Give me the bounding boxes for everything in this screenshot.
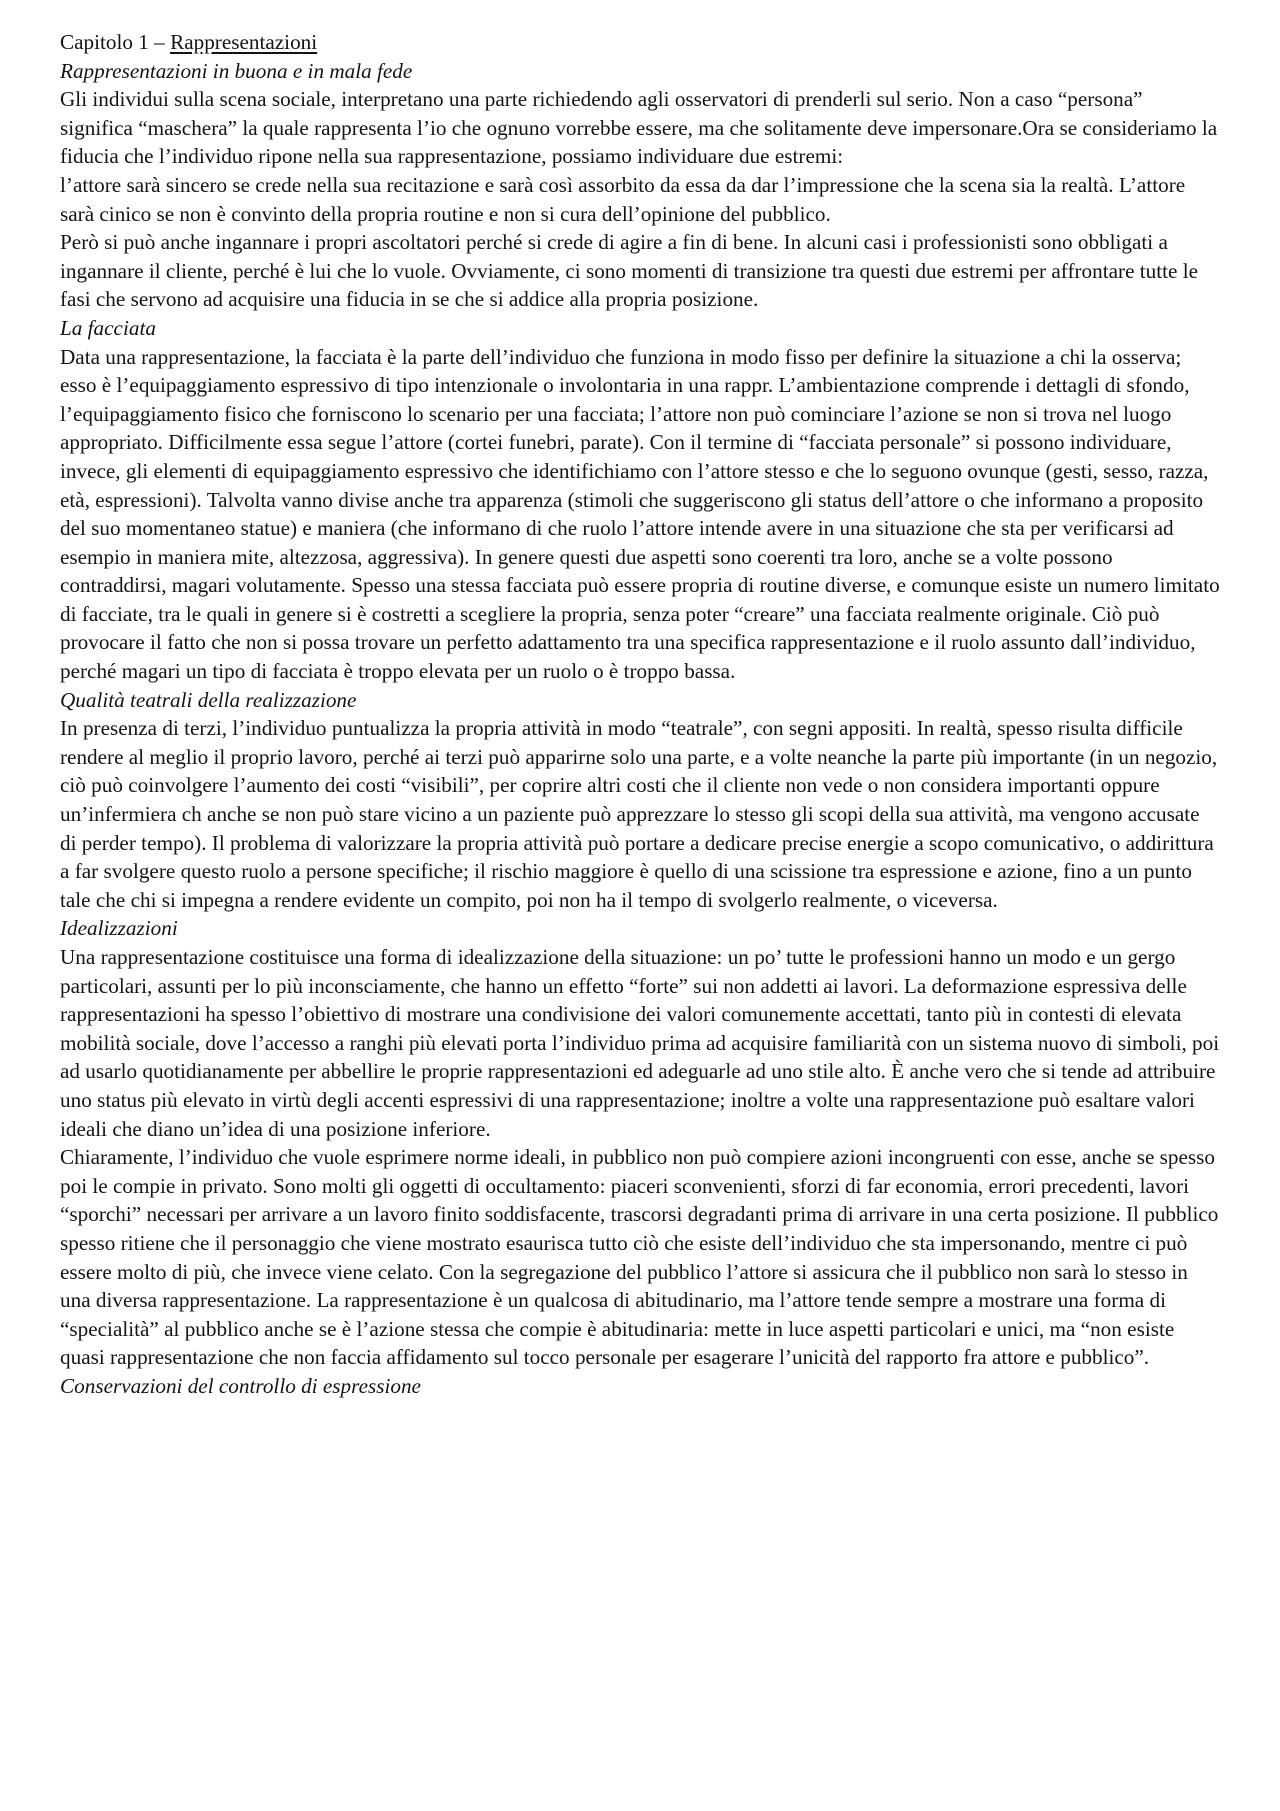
paragraph: Data una rappresentazione, la facciata è la parte dell’individuo che funziona in modo fisso per definire la situazione a chi la osserva; esso è l’equipaggiamento espressivo di tipo intenzionale o involontaria in una rappr. L’ambientazione comprende i dettagli di sfondo, l’equipaggiamento fisico che forniscono lo scenario per una facciata; l’attore non può cominciare l’azione se non si trova nel luogo appropriato. Difficilmente essa segue l’attore (cortei funebri, parate). Con il termine di “facciata personale” si possono individuare, invece, gli elementi di equipaggiamento espressivo che identifichiamo con l’attore stesso e che lo seguono ovunque (gesti, sesso, razza, età, espressioni). Talvolta vanno divise anche tra apparenza (stimoli che suggeriscono gli status dell’attore o che informano a proposito del suo momentaneo statue) e maniera (che informano di che ruolo l’attore intende avere in una situazione che sta per verificarsi ad esempio in maniera mite, altezzosa, aggressiva). In genere questi due aspetti sono coerenti tra loro, anche se a volte possono contraddirsi, magari volutamente. Spesso una stessa facciata può essere propria di routine diverse, e comunque esiste un numero limitato di facciate, tra le quali in genere si è costretti a scegliere la propria, senza poter “creare” una facciata realmente originale. Ciò può provocare il fatto che non si possa trovare un perfetto adattamento tra una specifica rappresentazione e il ruolo assunto dall’individuo, perché magari un tipo di facciata è troppo elevata per un ruolo o è troppo bassa. (60, 344, 1220, 684)
paragraph: Una rappresentazione costituisce una forma di idealizzazione della situazione: un po’ tutte le professioni hanno un modo e un gergo particolari, assunti per lo più inconsciamente, che hanno un effetto “forte” sui non addetti ai lavori. La deformazione espressiva delle rappresentazioni ha spesso l’obiettivo di mostrare una condivisione dei valori comunemente accettati, tanto più in contesti di elevata mobilità sociale, dove l’accesso a ranghi più elevati porta l’individuo prima ad acquisire familiarità con un sistema nuovo di simboli, poi ad usarlo quotidianamente per abbellire le proprie rappresentazioni ed adeguarle ad uno stile alto. È anche vero che si tende ad attribuire uno status più elevato in virtù degli accenti espressivi di una rappresentazione; inoltre a volte una rappresentazione può esaltare valori ideali che diano un’idea di una posizione inferiore. (60, 945, 1220, 1141)
section-heading-facciata: La facciata (60, 315, 156, 340)
paragraph: In presenza di terzi, l’individuo puntualizza la propria attività in modo “teatrale”, con segni appositi. In realtà, spesso risulta difficile rendere al meglio il proprio lavoro, perché ai terzi può apparirne solo una parte, e a volte neanche la parte più importante (in un negozio, ciò può coinvolgere l’aumento dei costi “visibili”, per coprire altri costi che il cliente non vede o non considera importanti oppure un’infermiera ch anche se non può stare vicino a un paziente può apprezzare lo stesso gli scopi della sua attività, ma vengono accusate di perder tempo). Il problema di valorizzare la propria attività può portare a dedicare precise energie a scopo comunicativo, o addirittura a far svolgere questo ruolo a persone specifiche; il rischio maggiore è quello di una scissione tra espressione e azione, fino a un punto tale che chi si impegna a rendere evidente un compito, poi non ha il tempo di svolgerlo realmente, o viceversa. (60, 716, 1218, 912)
section-heading-controllo-espressione: Conservazioni del controllo di espressione (60, 1373, 421, 1398)
section-heading-idealizzazioni: Idealizzazioni (60, 916, 178, 941)
paragraph: Però si può anche ingannare i propri ascoltatori perché si crede di agire a fin di bene. In alcuni casi i professionisti sono obbligati a ingannare il cliente, perché è lui che lo vuole. Ovviamente, ci sono momenti di transizione tra questi due estremi per affrontare tutte le fasi che servono ad acquisire una fiducia in se che si addice alla propria posizione. (60, 230, 1199, 312)
document-page (60, 28, 1220, 1401)
section-heading-buona-mala-fede: Rappresentazioni in buona e in mala fede (60, 58, 413, 83)
paragraph: Chiaramente, l’individuo che vuole esprimere norme ideali, in pubblico non può compiere azioni incongruenti con esse, anche se spesso poi le compie in privato. Sono molti gli oggetti di occultamento: piaceri sconvenienti, sforzi di far economia, errori precedenti, lavori “sporchi” necessari per arrivare a un lavoro finito soddisfacente, trascorsi degradanti prima di arrivare in una certa posizione. Il pubblico spesso ritiene che il personaggio che viene mostrato esaurisca tutto ciò che esiste dell’individuo che sta impersonando, mentre ci può essere molto di più, che invece viene celato. Con la segregazione del pubblico l’attore si assicura che il pubblico non sarà lo stesso in una diversa rappresentazione. La rappresentazione è un qualcosa di abitudinario, ma l’attore tende sempre a mostrare una forma di “specialità” al pubblico anche se è l’azione stessa che compie è abitudinaria: mette in luce aspetti particolari e unici, ma “non esiste quasi rappresentazione che non faccia affidamento sul tocco personale per esagerare l’unicità del rapporto fra attore e pubblico”. (60, 1145, 1219, 1370)
paragraph: Gli individui sulla scena sociale, interpretano una parte richiedendo agli osservatori di prenderli sul serio. Non a caso “persona” significa “maschera” la quale rappresenta l’io che ognuno vorrebbe essere, ma che solitamente deve impersonare.Ora se consideriamo la fiducia che l’individuo ripone nella sua rappresentazione, possiamo individuare due estremi: (60, 87, 1218, 169)
chapter-name: Rappresentazioni (170, 30, 318, 54)
section-heading-qualita-teatrali: Qualità teatrali della realizzazione (60, 687, 357, 712)
paragraph: l’attore sarà sincero se crede nella sua recitazione e sarà così assorbito da essa da dar l’impressione che la scena sia la realtà. L’attore sarà cinico se non è convinto della propria routine e non si cura dell’opinione del pubblico. (60, 172, 1186, 226)
chapter-prefix: Capitolo 1 – (60, 30, 171, 54)
chapter-title (60, 28, 1220, 57)
